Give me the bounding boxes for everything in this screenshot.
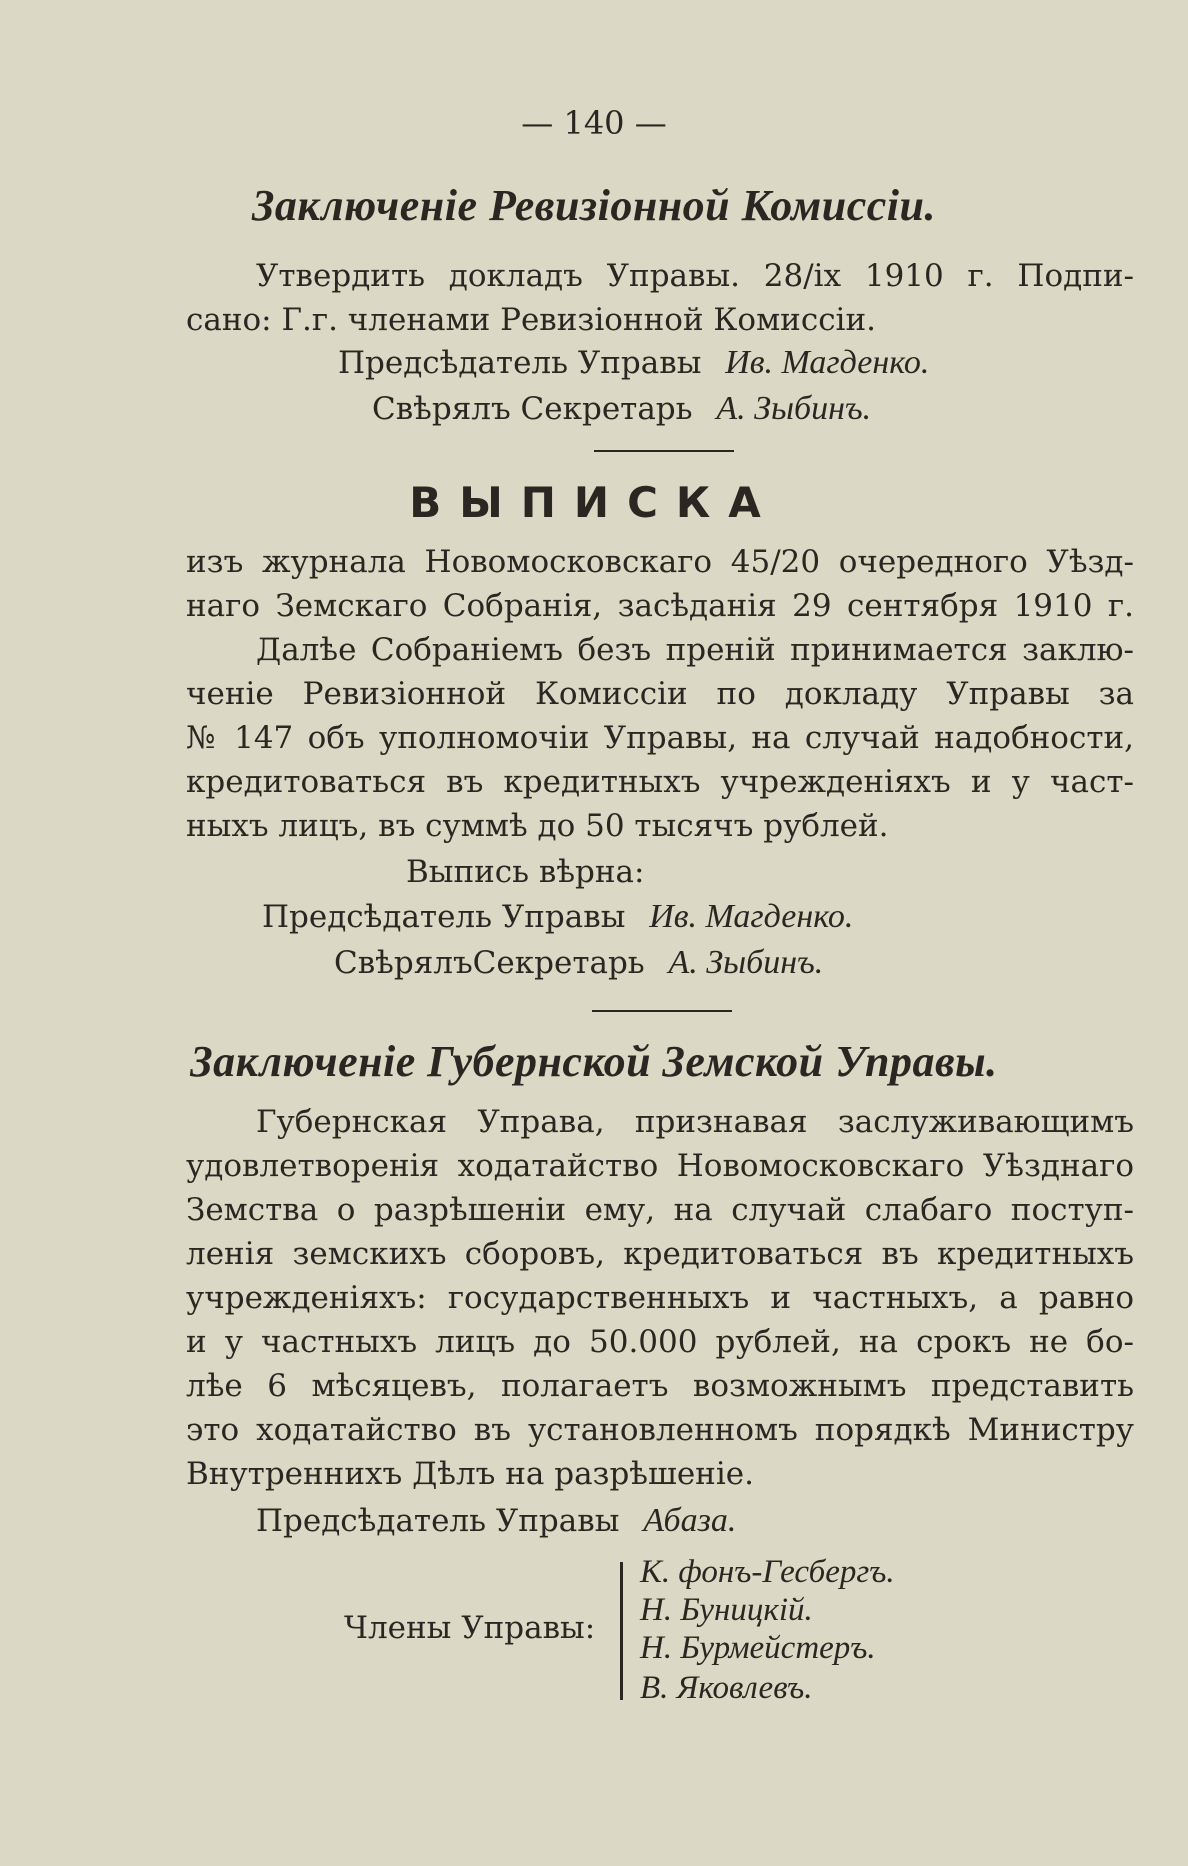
extract-title: ВЫПИСКА — [409, 478, 779, 527]
text-line: ленія земскихъ сборовъ, кредитоваться въ кредитныхъ — [186, 1236, 1134, 1272]
text-line: это ходатайство въ установленномъ порядкѣ Министру — [186, 1412, 1134, 1448]
secretary-label: СвѣрялъСекретарь — [334, 945, 645, 981]
text-line: лѣе 6 мѣсяцевъ, полагаетъ возможнымъ представить — [186, 1368, 1134, 1404]
text-line: Губернская Управа, признавая заслуживающимъ — [256, 1104, 1134, 1140]
text-line: изъ журнала Новомосковскаго 45/20 очередного Уѣзд- — [186, 544, 1134, 580]
chair-name: Ив. Магденко. — [649, 898, 854, 935]
member-name: К. фонъ-Гесбергъ. — [640, 1554, 895, 1590]
member-name: Н. Бурмейстеръ. — [640, 1630, 876, 1666]
chair-label: Предсѣдатель Управы — [262, 899, 626, 935]
certified-label: Выпись вѣрна: — [406, 854, 645, 890]
text-line: и у частныхъ лицъ до 50.000 рублей, на срокъ не бо- — [186, 1324, 1134, 1360]
divider — [592, 1010, 732, 1012]
text-line: кредитоваться въ кредитныхъ учрежденіяхъ и у част- — [186, 764, 1134, 800]
text-line: Внутреннихъ Дѣлъ на разрѣшеніе. — [186, 1456, 754, 1492]
chair-label: Предсѣдатель Управы — [338, 345, 702, 381]
text-line: Утвердить докладъ Управы. 28/ix 1910 г. Подпи- — [256, 258, 1134, 294]
chair-name: Абаза. — [643, 1502, 737, 1539]
members-brace — [620, 1562, 623, 1700]
text-line: Земства о разрѣшеніи ему, на случай слабаго поступ- — [186, 1192, 1134, 1228]
secretary-signature — [372, 390, 871, 428]
secretary-name: А. Зыбинъ. — [716, 390, 872, 427]
chair-signature — [256, 1502, 736, 1540]
chair-label: Предсѣдатель Управы — [256, 1503, 620, 1539]
text-line: сано: Г.г. членами Ревизіонной Комиссіи. — [186, 302, 876, 338]
text-line: № 147 объ уполномочіи Управы, на случай надобности, — [186, 720, 1134, 756]
secretary-signature — [334, 944, 823, 982]
members-label: Члены Управы: — [344, 1610, 596, 1646]
divider — [594, 450, 734, 452]
revision-commission-heading: Заключеніе Ревизіонной Комиссіи. — [251, 181, 936, 230]
text-line: ныхъ лицъ, въ суммѣ до 50 тысячъ рублей. — [186, 808, 889, 844]
text-line: учрежденіяхъ: государственныхъ и частныхъ, а равно — [186, 1280, 1134, 1316]
chair-signature — [262, 898, 853, 936]
page-number: — 140 — — [521, 104, 667, 142]
member-name: В. Яковлевъ. — [640, 1670, 813, 1706]
text-line: Далѣе Собраніемъ безъ преній принимается заклю- — [256, 632, 1134, 668]
member-name: Н. Буницкій. — [640, 1592, 813, 1628]
provincial-board-heading: Заключеніе Губернской Земской Управы. — [190, 1037, 998, 1086]
text-line: ченіе Ревизіонной Комиссіи по докладу Управы за — [186, 676, 1134, 712]
secretary-name: А. Зыбинъ. — [668, 944, 824, 981]
text-line: наго Земскаго Собранія, засѣданія 29 сентября 1910 г. — [186, 588, 1134, 624]
chair-name: Ив. Магденко. — [725, 344, 930, 381]
text-line: удовлетворенія ходатайство Новомосковскаго Уѣзднаго — [186, 1148, 1134, 1184]
secretary-label: Свѣрялъ Секретарь — [372, 391, 693, 427]
chair-signature — [338, 344, 929, 382]
